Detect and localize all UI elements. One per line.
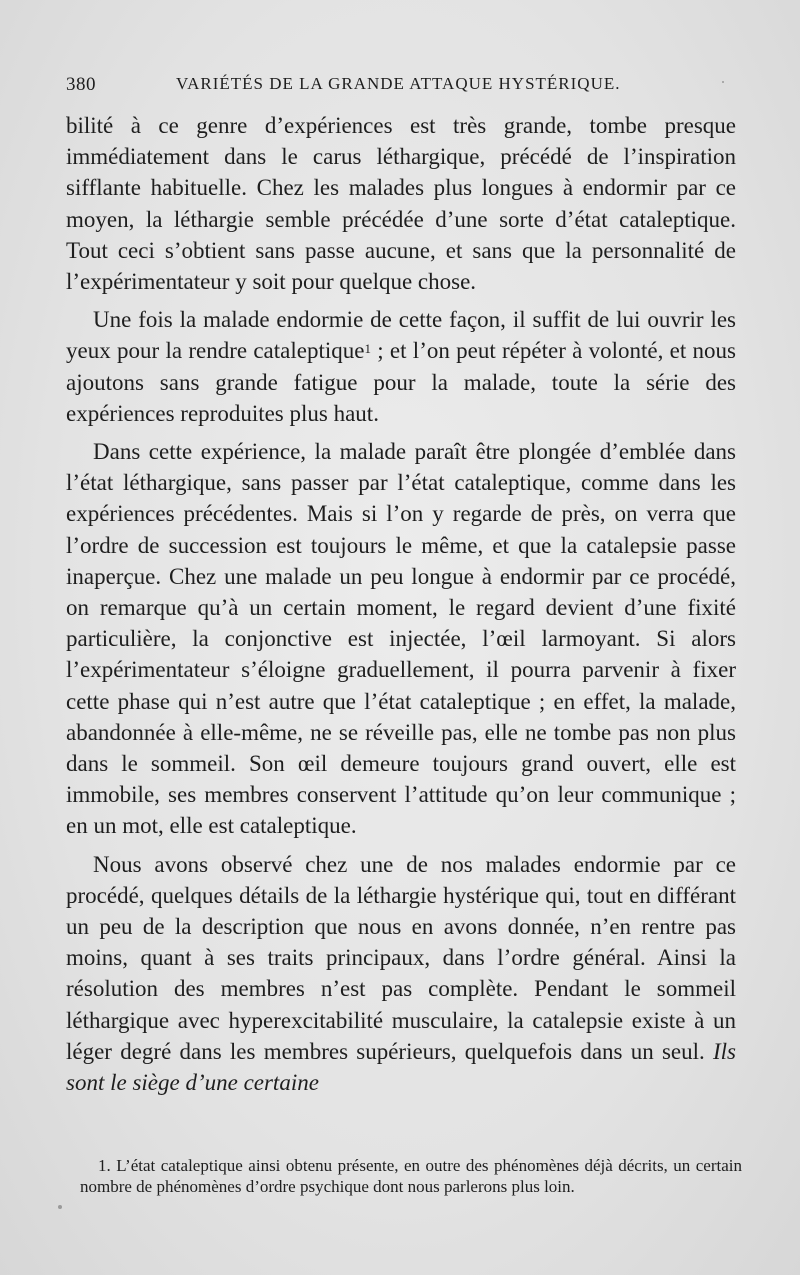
page-header [66,74,736,104]
paragraph-text: Une fois la malade endormie de cette façon, il suffit de lui ouvrir les yeux pour la rendre cataleptique [66,307,736,364]
page-number: 380 [66,74,96,95]
paper-speck [58,1205,62,1209]
body-text [66,110,736,1105]
paragraph [66,304,736,429]
paragraph-text: ; et l’on peut répéter à volonté, et nous ajoutons sans grande fatigue pour la malade, toute la série des expériences reproduites plus haut. [66,338,736,426]
footnote: 1. L’état cataleptique ainsi obtenu présente, en outre des phénomènes déjà décrits, un certain nombre de phénomènes d’ordre psychique dont nous parlerons plus loin. [80,1156,742,1196]
paragraph-text: Nous avons observé chez une de nos malades endormie par ce procédé, quelques détails de la léthargie hystérique qui, tout en différant un peu de la description que nous en avons donnée, n’en rentre pas moins, quant à ses traits principaux, dans l’ordre général. Ainsi la résolution des membres n’est pas complète. Pendant le sommeil léthargique avec hyperexcitabilité musculaire, la catalepsie existe à un léger degré dans les membres supérieurs, quelquefois dans un seul. [66,851,736,1064]
running-title: VARIÉTÉS DE LA GRANDE ATTAQUE HYSTÉRIQUE. [176,74,621,93]
paragraph: Dans cette expérience, la malade paraît être plongée d’emblée dans l’état léthargique, sans passer par l’état cataleptique, comme dans les expériences précédentes. Mais si l’on y regarde de près, on verra que l’ordre de succession est toujours le même, et que la catalepsie passe inaperçue. Chez une malade un peu longue à endormir par ce procédé, on remarque qu’à un certain moment, le regard devient d’une fixité particulière, la conjonctive est injectée, l’œil larmoyant. Si alors l’expérimentateur s’éloigne graduellement, il pourra parvenir à fixer cette phase qui n’est autre que l’état cataleptique ; en effet, la malade, abandonnée à elle-même, ne se réveille pas, elle ne tombe pas non plus dans le sommeil. Son œil demeure toujours grand ouvert, elle est immobile, ses membres conservent l’attitude qu’on leur communique ; en un mot, elle est cataleptique. [66,439,736,839]
paragraph [66,849,736,1099]
footnotes [80,1156,742,1197]
italic-text: Ils sont le siège d’une certaine [66,1038,736,1096]
paragraph: bilité à ce genre d’expériences est très grande, tombe presque immédiatement dans le carus léthargique, précédé de l’inspiration sifflante habituelle. Chez les malades plus longues à endormir par ce moyen, la léthargie semble précédée d’une sorte d’état cataleptique. Tout ceci s’obtient sans passe aucune, et sans que la personnalité de l’expérimentateur y soit pour quelque chose. [66,113,736,295]
paper-speck [722,81,724,83]
footnote-reference[interactable]: 1 [364,341,371,357]
